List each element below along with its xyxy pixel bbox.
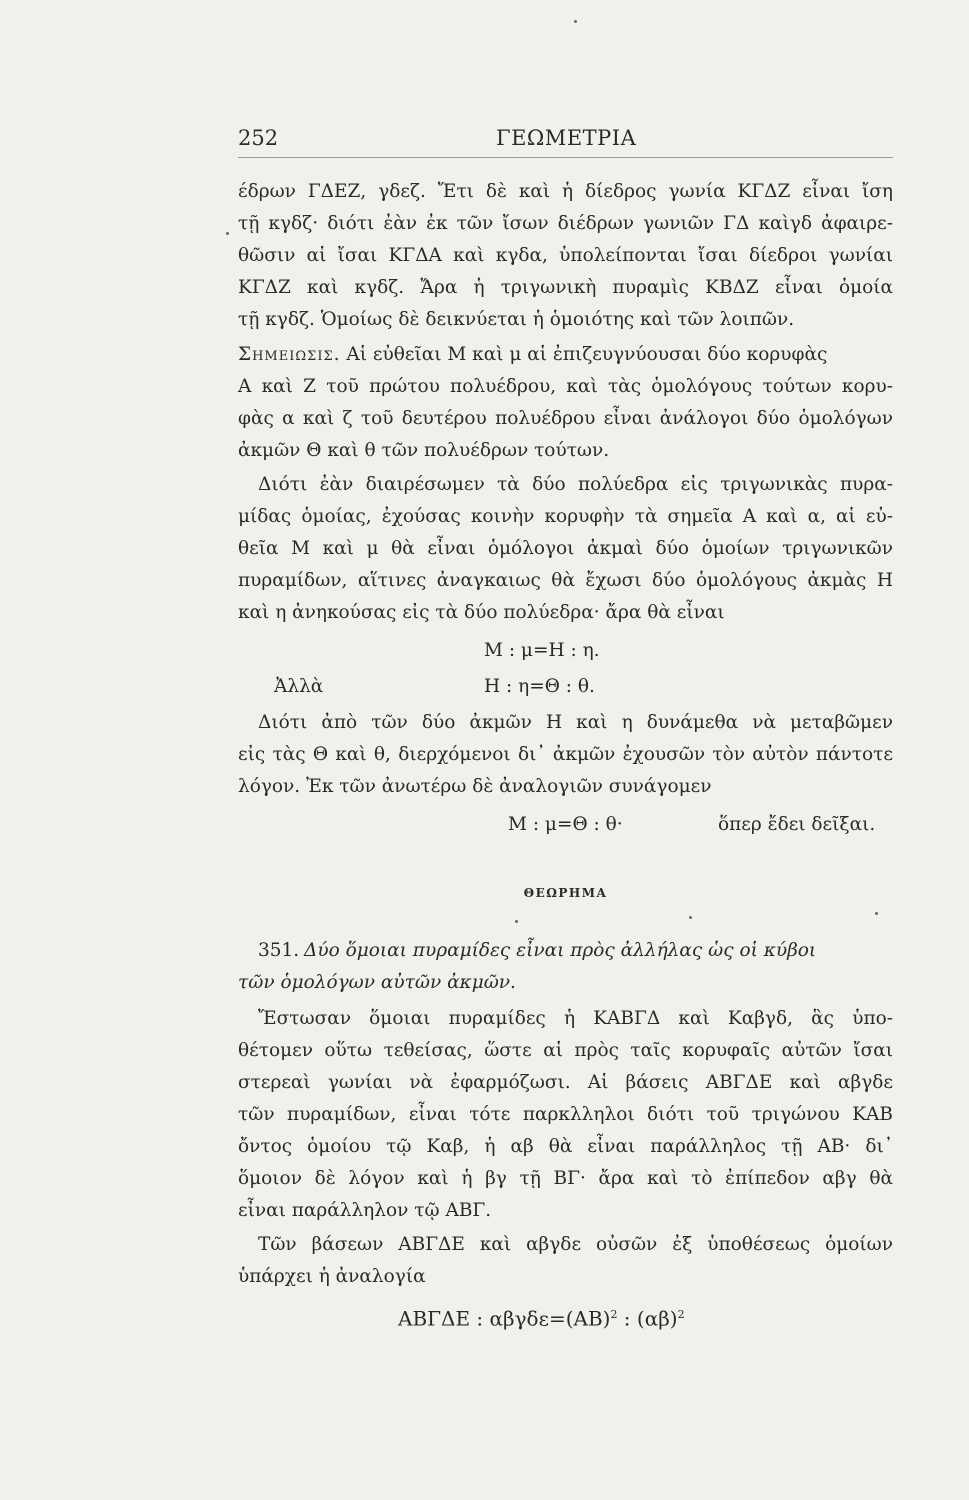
text-line: Διότι ἀπὸ τῶν δύο ἀκμῶν Η καὶ η δυνάμεθα νὰ μεταβῶμεν [258, 712, 893, 733]
text-line: λόγον. Ἐκ τῶν ἀνωτέρω δὲ ἀναλογιῶν συνάγομεν [238, 776, 712, 797]
text-line: θεῖα Μ καὶ μ θὰ εἶναι ὁμόλογοι ἀκμαὶ δύο ὁμοίων τριγωνικῶν [238, 538, 893, 559]
text-line: Ἔστωσαν ὅμοιαι πυραμίδες ἡ ΚΑΒΓΔ καὶ Καβγδ, ἃς ὑπο- [258, 1008, 893, 1029]
text-line: εἶναι παράλληλον τῷ ΑΒΓ. [238, 1200, 492, 1221]
section-heading: ΘΕΩΡΗΜΑ [523, 886, 608, 900]
text-line: τῶν πυραμίδων, εἶναι τότε παρκλληλοι διότι τοῦ τριγώνου ΚΑΒ [238, 1104, 893, 1125]
equation-3: Μ : μ=Θ : θ· [508, 814, 623, 835]
equation-line [238, 636, 893, 666]
exponent: 2 [677, 1308, 685, 1321]
text-line: ὅμοιον δὲ λόγον καὶ ἡ βγ τῇ ΒΓ· ἄρα καὶ τὸ ἐπίπεδον αβγ θὰ [238, 1168, 893, 1189]
text-line: ὑπάρχει ἡ ἀναλογία [238, 1266, 426, 1287]
equation-4-part: ΑΒΓΔΕ : αβγδε=(ΑΒ) [398, 1306, 611, 1331]
text-line: θῶσιν αἱ ἴσαι ΚΓΔΑ καὶ κγδα, ὑπολείπονται ἴσαι δίεδροι γωνίαι [238, 245, 893, 266]
theorem-number: 351. [258, 940, 300, 961]
qed-text: ὅπερ ἔδει δεῖξαι. [718, 814, 876, 835]
paper-speck [574, 20, 577, 23]
text-line: εἰς τὰς Θ καὶ θ, διερχόμενοι δι᾽ ἀκμῶν ἐχουσῶν τὸν αὐτὸν πάντοτε [238, 744, 893, 765]
section-heading-line [238, 877, 893, 907]
text-line: τῇ κγδζ. Ὁμοίως δὲ δεικνύεται ἡ ὁμοιότης καὶ τῶν λοιπῶν. [238, 309, 795, 330]
text-line: τῇ κγδζ· διότι ἐὰν ἐκ τῶν ἴσων διέδρων γωνιῶν ΓΔ καὶγδ ἀφαιρε- [238, 213, 893, 234]
header-rule [238, 157, 893, 158]
page-number: 252 [238, 126, 279, 150]
theorem-line: τῶν ὁμολόγων αὐτῶν ἀκμῶν. [238, 972, 516, 993]
paper-speck [689, 916, 692, 919]
text-line: Α καὶ Ζ τοῦ πρώτου πολυέδρου, καὶ τὰς ὁμολόγους τούτων κορυ- [238, 376, 893, 397]
equation-line [238, 1300, 893, 1330]
text-line: Διότι ἐὰν διαιρέσωμεν τὰ δύο πολύεδρα εἰς τριγωνικὰς πυρα- [258, 474, 893, 495]
note-text: Αἱ εὐθεῖαι Μ καὶ μ αἱ ἐπιζευγνύουσαι δύο κορυφὰς [346, 344, 828, 365]
text-line: μίδας ὁμοίας, ἐχούσας κοινὴν κορυφὴν τὰ σημεῖα Α καὶ α, αἱ εὐ- [238, 506, 893, 527]
text-line: θέτομεν οὕτω τεθείσας, ὥστε αἱ πρὸς ταῖς κορυφαῖς αὐτῶν ἴσαι [238, 1040, 893, 1061]
note-label: Σημειωσις. [238, 344, 341, 365]
text-line: ὄντος ὁμοίου τῷ Καβ, ἡ αβ θὰ εἶναι παράλληλος τῇ ΑΒ· δι᾽ [238, 1136, 893, 1157]
paper-speck [875, 912, 878, 915]
text-line: ΚΓΔΖ καὶ κγδζ. Ἄρα ἡ τριγωνικὴ πυραμὶς ΚΒΔΖ εἶναι ὁμοία [238, 277, 893, 298]
page-header [238, 126, 893, 156]
paper-speck [226, 232, 229, 235]
exponent: 2 [610, 1308, 618, 1321]
text-line: πυραμίδων, αἵτινες ἀναγκαιως θὰ ἔχωσι δύο ὁμολόγους ἀκμὰς Η [238, 570, 893, 591]
text-line: φὰς α καὶ ζ τοῦ δευτέρου πολυέδρου εἶναι ἀνάλογοι δύο ὁμολόγων [238, 408, 893, 429]
running-title: ΓΕΩΜΕΤΡΙΑ [496, 126, 637, 150]
theorem-statement: Δύο ὅμοιαι πυραμίδες εἶναι πρὸς ἀλλήλας ὡς οἱ κύβοι [304, 940, 817, 961]
equation-2: Η : η=Θ : θ. [484, 676, 595, 697]
equation-4-part: : (αβ) [617, 1306, 678, 1331]
equation-4 [398, 1300, 685, 1334]
text-line: καὶ η ἀνηκούσας εἰς τὰ δύο πολύεδρα· ἄρα θὰ εἶναι [238, 602, 725, 623]
theorem-line [238, 936, 893, 966]
text-line: ἀκμῶν Θ καὶ θ τῶν πολυέδρων τούτων. [238, 440, 610, 461]
text-line: στερεαὶ γωνίαι νὰ ἐφαρμόζωσι. Αἱ βάσεις ΑΒΓΔΕ καὶ αβγδε [238, 1072, 893, 1093]
equation-1: Μ : μ=Η : η. [484, 640, 600, 661]
note-line [238, 340, 893, 370]
text-line: έδρων ΓΔΕΖ, γδεζ. Ἔτι δὲ καὶ ἡ δίεδρος γωνία ΚΓΔΖ εἶναι ἴση [238, 181, 893, 202]
alla-word: Ἀλλὰ [274, 676, 324, 697]
text-line: Τῶν βάσεων ΑΒΓΔΕ καὶ αβγδε οὐσῶν ἐξ ὑποθέσεως ὁμοίων [258, 1234, 893, 1255]
equation-line [238, 810, 893, 840]
equation-line [238, 672, 893, 702]
paper-speck [515, 920, 518, 923]
